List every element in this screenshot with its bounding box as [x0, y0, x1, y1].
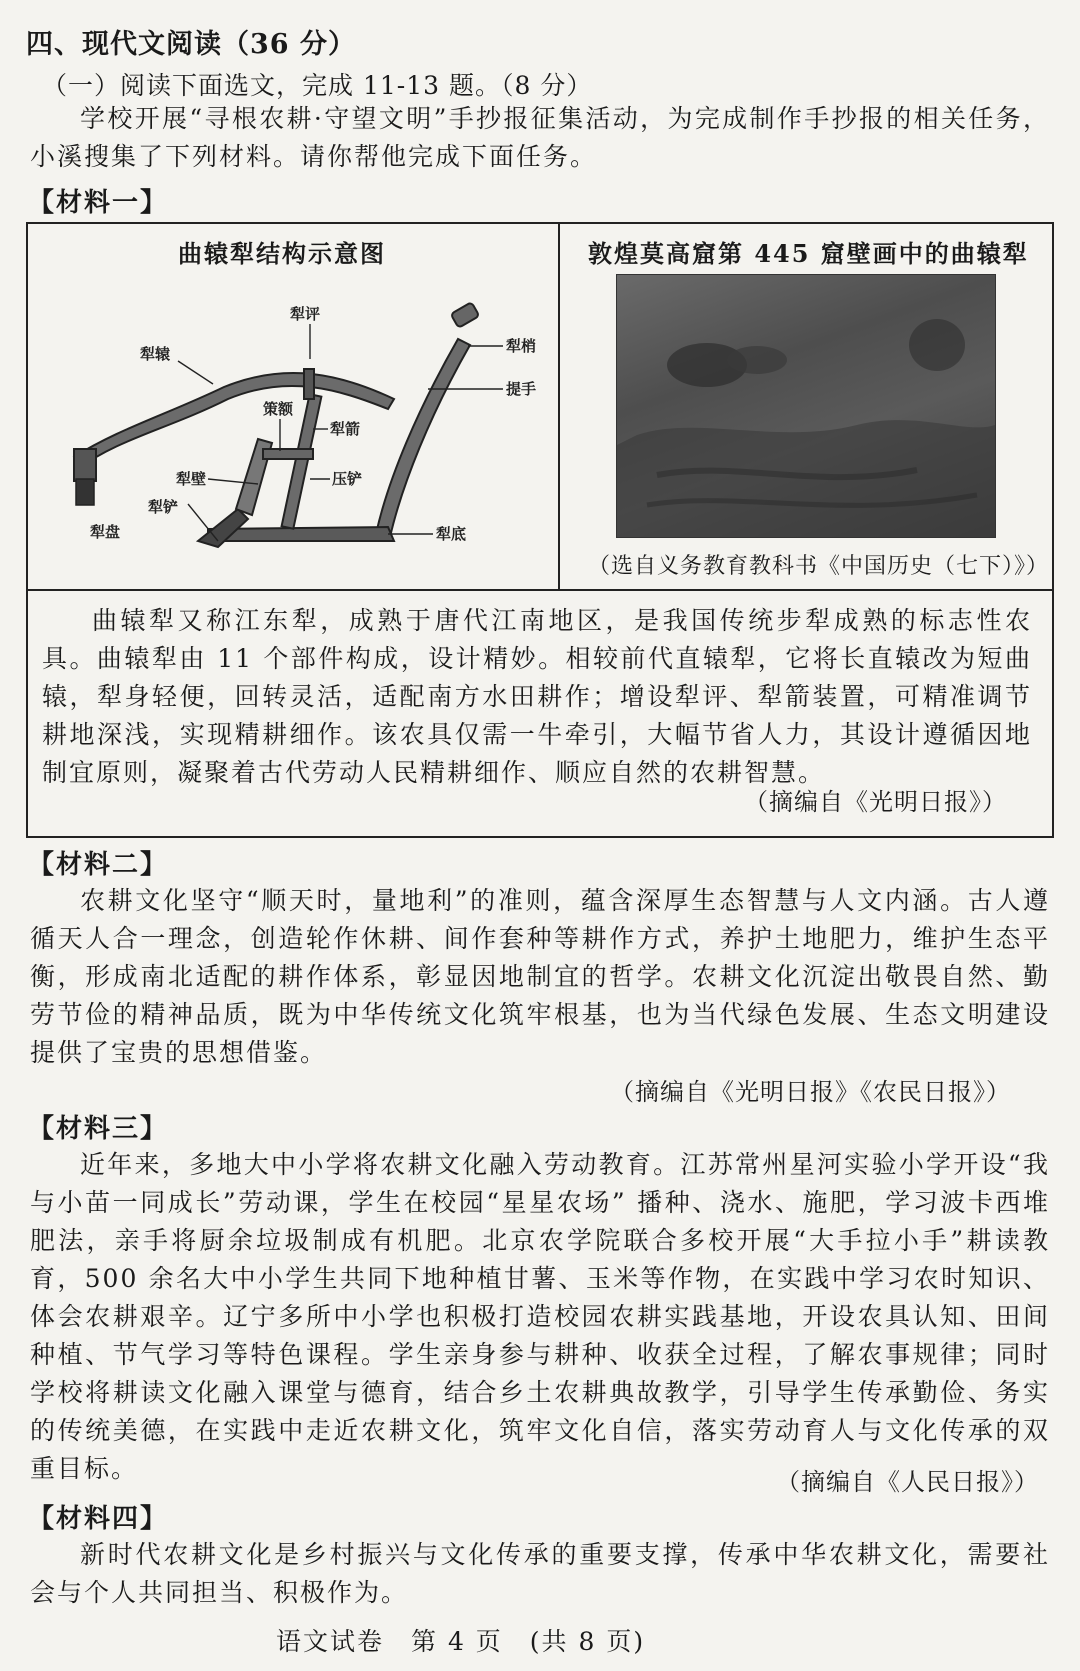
label-li-yuan: 犁辕	[140, 345, 171, 363]
material3-label: 【材料三】	[28, 1114, 169, 1144]
page-footer: 语文试卷 第 4 页 (共 8 页)	[276, 1627, 646, 1656]
material1-label: 【材料一】	[28, 188, 169, 218]
box-divider-horizontal	[28, 589, 1052, 591]
material4-label: 【材料四】	[28, 1504, 169, 1534]
material1-text: 曲辕犁又称江东犁，成熟于唐代江南地区，是我国传统步犁成熟的标志性农具。曲辕犁由 11 个部件构成，设计精妙。相较前代直辕犁，它将长直辕改为短曲辕，犁身轻便，回转灵活，适配南方水田耕作；增设犁评、犁箭装置，可精准调节耕地深浅，实现精耕细作。该农具仅需一牛牵引，大幅节省人力，其设计遵循因地制宜原则，凝聚着古代劳动人民精耕细作、顺应自然的农耕智慧。	[42, 606, 1032, 787]
section-title: 四、现代文阅读（36 分）	[26, 29, 356, 60]
label-ya-chan: 压铲	[332, 470, 363, 488]
box-divider-vertical	[558, 224, 560, 589]
material1-box	[26, 222, 1054, 838]
label-ti-shou: 提手	[506, 380, 537, 398]
material2-text: 农耕文化坚守“顺天时，量地利”的准则，蕴含深厚生态智慧与人文内涵。古人遵循天人合一理念，创造轮作休耕、间作套种等耕作方式，养护土地肥力，维护生态平衡，形成南北适配的耕作体系，彰显因地制宜的哲学。农耕文化沉淀出敬畏自然、勤劳节俭的精神品质，既为中华传统文化筑牢根基，也为当代绿色发展、生态文明建设提供了宝贵的思想借鉴。	[30, 886, 1050, 1067]
label-li-bi: 犁壁	[176, 470, 207, 488]
material1-source: （摘编自《光明日报》）	[744, 788, 1007, 816]
label-li-jian: 犁箭	[330, 420, 361, 438]
material3-text: 近年来，多地大中小学将农耕文化融入劳动教育。江苏常州星河实验小学开设“我与小苗一同成长”劳动课，学生在校园“星星农场” 播种、浇水、施肥，学习波卡西堆肥法，亲手将厨余垃圾制成有机肥。北京农学院联合多校开展“大手拉小手”耕读教育，500 余名大中小学生共同下地种植甘薯、玉米等作物，在实践中学习农时知识、体会农耕艰辛。辽宁多所中小学也积极打造校园农耕实践基地，开设农具认知、田间种植、节气学习等特色课程。学生亲身参与耕种、收获全过程，了解农事规律；同时学校将耕读文化融入课堂与德育，结合乡土农耕典故教学，引导学生传承勤俭、务实的传统美德，在实践中走近农耕文化，筑牢文化自信，落实劳动育人与文化传承的双重目标。	[30, 1150, 1050, 1483]
material3-source: （摘编自《人民日报》）	[776, 1468, 1039, 1496]
label-ce-e: 策额	[263, 400, 294, 418]
mural-caption: （选自义务教育教科书《中国历史（七下）》）	[588, 554, 1050, 579]
material2-label: 【材料二】	[28, 850, 169, 880]
plow-diagram-title: 曲辕犁结构示意图	[178, 239, 386, 268]
material4-text: 新时代农耕文化是乡村振兴与文化传承的重要支撑，传承中华农耕文化，需要社会与个人共同担当、积极作为。	[30, 1540, 1050, 1607]
label-li-di: 犁底	[436, 525, 467, 543]
label-li-chan: 犁铲	[148, 498, 179, 516]
sub-title: （一）阅读下面选文，完成 11-13 题。（8 分）	[42, 71, 593, 100]
mural-title: 敦煌莫高窟第 445 窟壁画中的曲辕犁	[588, 239, 1029, 268]
material2-source: （摘编自《光明日报》《农民日报》）	[610, 1078, 1011, 1106]
label-li-pan: 犁盘	[90, 523, 121, 541]
label-li-shao: 犁梢	[506, 337, 537, 355]
label-li-ping: 犁评	[290, 305, 321, 323]
curved-plow-diagram	[58, 279, 538, 579]
intro-paragraph: 学校开展“寻根农耕·守望文明”手抄报征集活动，为完成制作手抄报的相关任务，小溪搜集了下列材料。请你帮他完成下面任务。	[30, 104, 1050, 171]
dunhuang-mural-image	[616, 274, 996, 538]
